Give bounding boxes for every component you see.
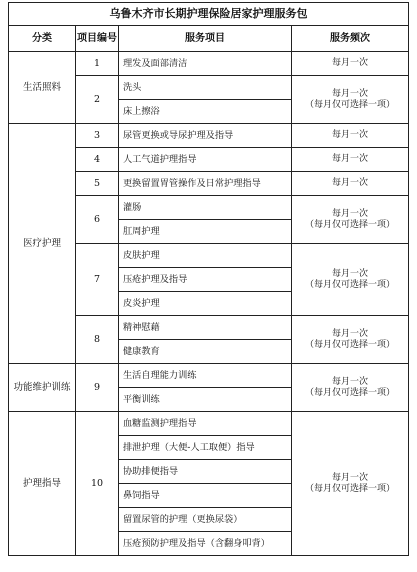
table-row	[9, 412, 409, 436]
frequency-note: （每月仅可选择一项）	[304, 219, 395, 230]
frequency-cell: 每月一次	[292, 172, 409, 196]
service-item: 协助排便指导	[119, 460, 292, 484]
item-number: 7	[76, 244, 119, 316]
frequency-line: 每月一次	[331, 472, 368, 483]
frequency-line: 每月一次	[331, 328, 368, 339]
service-item: 灌肠	[119, 196, 292, 220]
item-number: 1	[76, 52, 119, 76]
service-item: 人工气道护理指导	[119, 148, 292, 172]
frequency-cell: 每月一次	[292, 148, 409, 172]
header-service: 服务项目	[119, 26, 292, 52]
service-item: 肛周护理	[119, 220, 292, 244]
frequency-cell	[292, 316, 409, 364]
table-title: 乌鲁木齐市长期护理保险居家护理服务包	[9, 3, 409, 26]
service-item: 留置尿管的护理（更换尿袋）	[119, 508, 292, 532]
item-number: 2	[76, 76, 119, 124]
category-medical: 医疗护理	[9, 124, 76, 364]
category-function-training: 功能维护训练	[9, 364, 76, 412]
service-item: 排泄护理（大便-人工取便）指导	[119, 436, 292, 460]
title-row	[9, 3, 409, 26]
frequency-note: （每月仅可选择一项）	[304, 387, 395, 398]
frequency-cell	[292, 76, 409, 124]
service-item: 鼻饲指导	[119, 484, 292, 508]
item-number: 5	[76, 172, 119, 196]
frequency-line: 每月一次	[331, 88, 368, 99]
service-item: 精神慰藉	[119, 316, 292, 340]
service-item: 更换留置胃管操作及日常护理指导	[119, 172, 292, 196]
header-frequency: 服务频次	[292, 26, 409, 52]
category-guidance: 护理指导	[9, 412, 76, 556]
header-number: 项目编号	[76, 26, 119, 52]
frequency-line: 每月一次	[331, 208, 368, 219]
item-number: 6	[76, 196, 119, 244]
table-row	[9, 364, 409, 388]
table-row	[9, 124, 409, 148]
item-number: 10	[76, 412, 119, 556]
service-package-table	[8, 2, 409, 556]
service-item: 洗头	[119, 76, 292, 100]
frequency-cell	[292, 244, 409, 316]
header-row	[9, 26, 409, 52]
frequency-cell	[292, 196, 409, 244]
frequency-note: （每月仅可选择一项）	[304, 279, 395, 290]
frequency-line: 每月一次	[331, 376, 368, 387]
category-life-care: 生活照料	[9, 52, 76, 124]
item-number: 4	[76, 148, 119, 172]
service-item: 健康教育	[119, 340, 292, 364]
table-row	[9, 52, 409, 76]
service-item: 理发及面部清洁	[119, 52, 292, 76]
service-package-table-container	[8, 2, 408, 556]
frequency-cell	[292, 412, 409, 556]
item-number: 9	[76, 364, 119, 412]
service-item: 皮肤护理	[119, 244, 292, 268]
service-item: 床上擦浴	[119, 100, 292, 124]
frequency-note: （每月仅可选择一项）	[304, 339, 395, 350]
service-item: 尿管更换或导尿护理及指导	[119, 124, 292, 148]
service-item: 皮炎护理	[119, 292, 292, 316]
frequency-line: 每月一次	[331, 268, 368, 279]
header-category: 分类	[9, 26, 76, 52]
frequency-cell: 每月一次	[292, 52, 409, 76]
service-item: 生活自理能力训练	[119, 364, 292, 388]
frequency-cell: 每月一次	[292, 124, 409, 148]
item-number: 8	[76, 316, 119, 364]
frequency-cell	[292, 364, 409, 412]
service-item: 血糖监测护理指导	[119, 412, 292, 436]
service-item: 平衡训练	[119, 388, 292, 412]
frequency-note: （每月仅可选择一项）	[304, 99, 395, 110]
item-number: 3	[76, 124, 119, 148]
service-item: 压疮预防护理及指导（含翻身叩背）	[119, 532, 292, 556]
frequency-note: （每月仅可选择一项）	[304, 483, 395, 494]
service-item: 压疮护理及指导	[119, 268, 292, 292]
